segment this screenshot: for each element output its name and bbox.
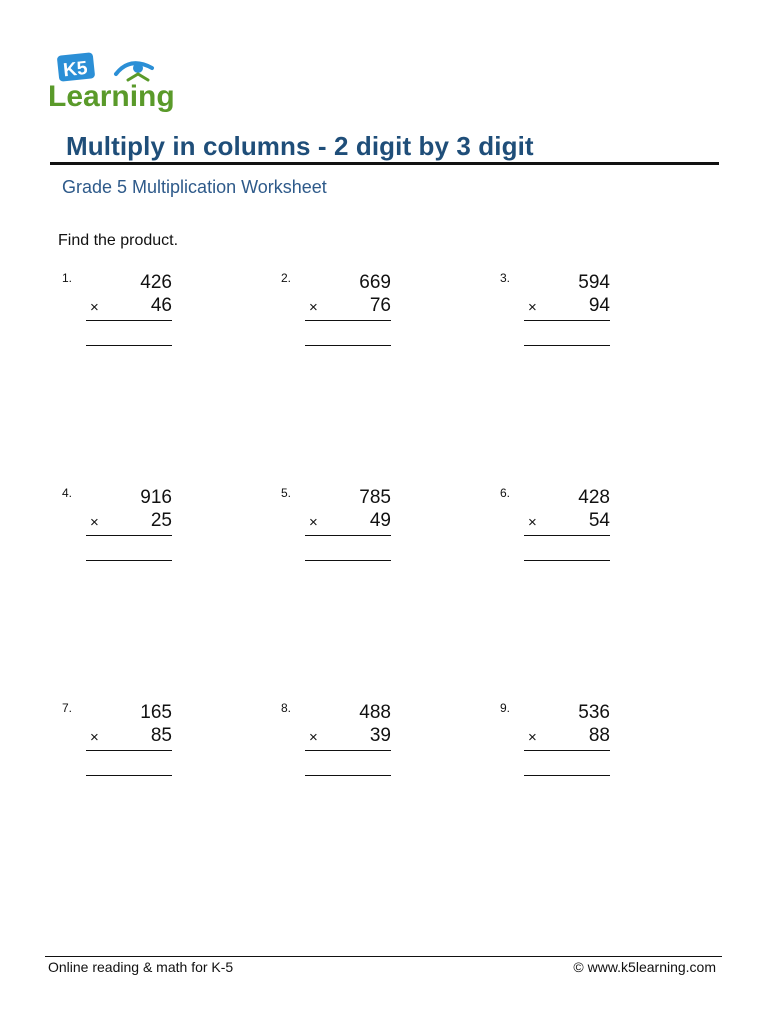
footer-tagline: Online reading & math for K-5 — [48, 959, 234, 975]
answer-blank[interactable] — [305, 560, 391, 561]
multiplier: 25 — [150, 510, 172, 531]
multiplier: 46 — [150, 295, 172, 316]
answer-blank[interactable] — [86, 775, 172, 776]
problem-8 — [281, 701, 391, 781]
worksheet-subtitle: Grade 5 Multiplication Worksheet — [62, 177, 327, 197]
problem-2 — [281, 271, 391, 351]
multiply-sign: × — [528, 299, 537, 316]
k5-learning-logo — [48, 50, 188, 114]
multiply-sign: × — [528, 729, 537, 746]
worksheet-title: Multiply in columns - 2 digit by 3 digit — [66, 131, 534, 161]
multiplicand: 669 — [359, 272, 391, 293]
multiplier: 88 — [588, 725, 610, 746]
multiply-sign: × — [309, 729, 318, 746]
svg-text:Learning: Learning — [48, 80, 175, 113]
answer-blank[interactable] — [86, 345, 172, 346]
multiplicand: 536 — [578, 702, 610, 723]
problem-number: 1. — [62, 271, 73, 285]
sum-line — [524, 320, 610, 321]
multiply-sign: × — [309, 514, 318, 531]
sum-line — [86, 535, 172, 536]
multiplier: 85 — [150, 725, 172, 746]
problem-3 — [500, 271, 610, 351]
problem-7 — [62, 701, 172, 781]
sum-line — [524, 535, 610, 536]
answer-blank[interactable] — [524, 775, 610, 776]
sum-line — [86, 750, 172, 751]
problem-number: 2. — [281, 271, 292, 285]
multiplier: 94 — [588, 295, 610, 316]
title-divider — [50, 162, 719, 165]
multiplier: 76 — [369, 295, 391, 316]
problem-number: 9. — [500, 701, 511, 715]
multiply-sign: × — [528, 514, 537, 531]
problem-number: 3. — [500, 271, 511, 285]
sum-line — [305, 750, 391, 751]
sum-line — [305, 320, 391, 321]
problem-9 — [500, 701, 610, 781]
footer-copyright-link[interactable]: © www.k5learning.com — [573, 959, 716, 975]
multiplicand: 426 — [140, 272, 172, 293]
multiplicand: 428 — [578, 487, 610, 508]
multiply-sign: × — [309, 299, 318, 316]
problem-number: 8. — [281, 701, 292, 715]
problem-4 — [62, 486, 172, 566]
multiplicand: 488 — [359, 702, 391, 723]
problem-number: 7. — [62, 701, 73, 715]
multiplier: 54 — [588, 510, 610, 531]
multiplicand: 916 — [140, 487, 172, 508]
answer-blank[interactable] — [305, 775, 391, 776]
multiply-sign: × — [90, 514, 99, 531]
multiplier: 49 — [369, 510, 391, 531]
sum-line — [524, 750, 610, 751]
sum-line — [86, 320, 172, 321]
footer-divider — [45, 956, 722, 957]
answer-blank[interactable] — [305, 345, 391, 346]
problem-number: 6. — [500, 486, 511, 500]
problem-number: 5. — [281, 486, 292, 500]
multiply-sign: × — [90, 299, 99, 316]
logo-graphic — [48, 50, 188, 114]
sum-line — [305, 535, 391, 536]
problem-5 — [281, 486, 391, 566]
answer-blank[interactable] — [524, 345, 610, 346]
multiplicand: 165 — [140, 702, 172, 723]
multiplicand: 785 — [359, 487, 391, 508]
multiplicand: 594 — [578, 272, 610, 293]
instruction-text: Find the product. — [58, 232, 179, 249]
problem-number: 4. — [62, 486, 73, 500]
multiply-sign: × — [90, 729, 99, 746]
svg-text:K5: K5 — [62, 57, 89, 82]
problem-6 — [500, 486, 610, 566]
problem-1 — [62, 271, 172, 351]
multiplier: 39 — [369, 725, 391, 746]
answer-blank[interactable] — [524, 560, 610, 561]
answer-blank[interactable] — [86, 560, 172, 561]
